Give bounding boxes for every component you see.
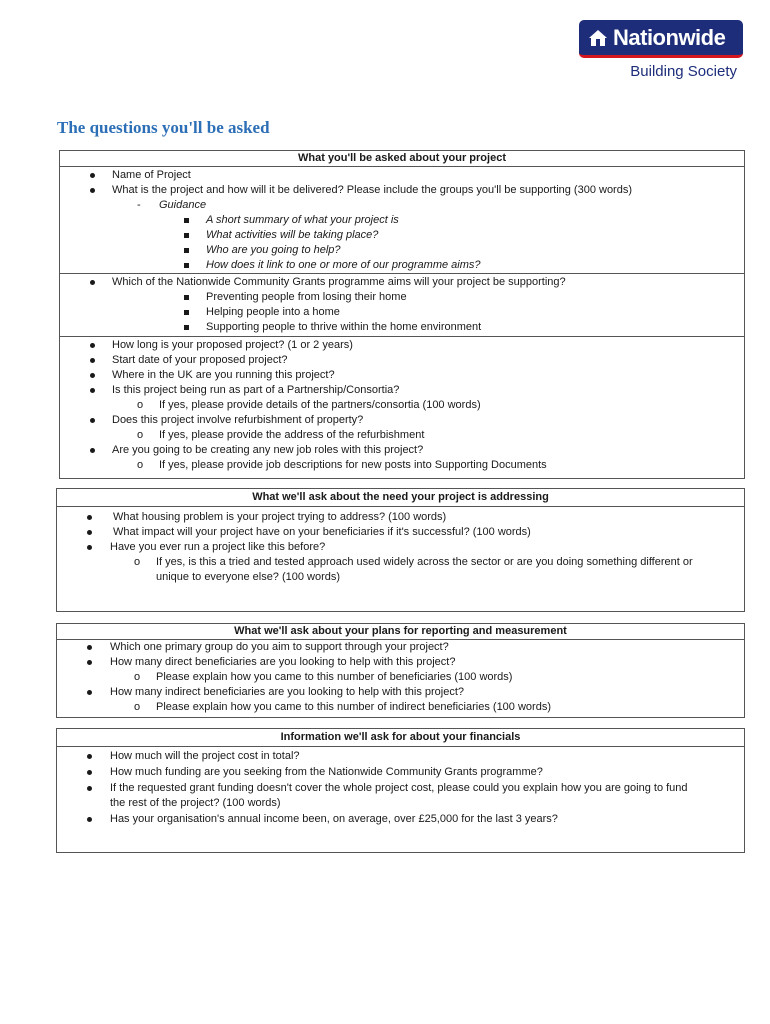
item-text: Where in the UK are you running this project? [112,369,335,381]
list-item [57,540,744,555]
bullet-icon [90,173,95,178]
list-item [60,228,744,243]
item-text: the rest of the project? (100 words) [110,797,281,809]
item-text: Helping people into a home [206,306,340,318]
list-item [57,655,744,670]
project-questions-box [59,150,745,479]
logo-badge [579,20,743,58]
list-item [60,290,744,305]
item-text: Have you ever run a project like this before? [110,541,326,553]
item-text: Which one primary group do you aim to support through your project? [110,641,449,653]
bullet-icon [90,448,95,453]
list-item [60,428,744,443]
circle-bullet-marker: o [134,671,141,683]
list-item [57,510,744,525]
bullet-icon [90,358,95,363]
financials-questions-heading: Information we'll ask for about your financials [57,729,744,747]
item-text: If yes, please provide job descriptions for new posts into Supporting Documents [159,459,547,471]
list-item [57,640,744,655]
bullet-icon [87,786,92,791]
item-text: unique to everyone else? (100 words) [156,571,341,583]
list-item [60,398,744,413]
bullet-icon [90,188,95,193]
item-text: Name of Project [112,169,191,181]
list-item [60,413,744,428]
bullet-icon [90,388,95,393]
bullet-icon [87,660,92,665]
item-text: Supporting people to thrive within the home environment [206,321,482,333]
item-text: Preventing people from losing their home [206,291,407,303]
list-item [60,338,744,353]
bullet-icon [90,280,95,285]
bullet-icon [87,754,92,759]
list-item [57,555,744,570]
reporting-questions-heading: What we'll ask about your plans for reporting and measurement [57,624,744,640]
item-text: If yes, please provide the address of the refurbishment [159,429,425,441]
bullet-icon [87,770,92,775]
bullet-icon [90,373,95,378]
circle-bullet-marker: o [134,556,141,568]
bullet-icon [87,690,92,695]
item-text: Please explain how you came to this number of indirect beneficiaries (100 words) [156,701,551,713]
circle-bullet-marker: o [134,701,141,713]
circle-bullet-marker: o [137,399,144,411]
page-title: The questions you'll be asked [57,118,270,137]
programme-aims-section [60,274,744,337]
list-item [60,368,744,383]
logo-subtitle: Building Society [630,63,737,80]
list-item [60,198,744,213]
square-bullet-icon [184,295,189,300]
item-text: A short summary of what your project is [206,214,399,226]
item-text: Is this project being run as part of a Partnership/Consortia? [112,384,400,396]
square-bullet-icon [184,248,189,253]
list-item [57,749,744,764]
circle-bullet-marker: o [137,459,144,471]
item-text: If yes, is this a tried and tested approach used widely across the sector or are you doing something different or [156,556,693,568]
item-text: How many direct beneficiaries are you looking to help with this project? [110,656,456,668]
item-text: What impact will your project have on your beneficiaries if it's successful? (100 words) [113,526,531,538]
list-item [57,670,744,685]
item-text: What housing problem is your project trying to address? (100 words) [113,511,447,523]
list-item [60,168,744,183]
dash-marker: - [137,199,141,211]
bullet-icon [87,645,92,650]
square-bullet-icon [184,233,189,238]
bullet-icon [87,817,92,822]
list-item [60,320,744,335]
list-item [57,765,744,780]
list-item [60,275,744,290]
item-text: Does this project involve refurbishment of property? [112,414,364,426]
item-text: Who are you going to help? [206,244,341,256]
list-item [60,458,744,473]
bullet-icon [90,343,95,348]
item-text: Has your organisation's annual income been, on average, over £25,000 for the last 3 years? [110,813,558,825]
bullet-icon [87,515,92,520]
list-item [60,258,744,273]
need-questions-box [56,488,745,612]
list-item [57,525,744,540]
item-text: Start date of your proposed project? [112,354,288,366]
item-text: How long is your proposed project? (1 or 2 years) [112,339,353,351]
square-bullet-icon [184,218,189,223]
circle-bullet-marker: o [137,429,144,441]
logo-name: Nationwide [613,24,726,50]
list-item [60,443,744,458]
financials-questions-box [56,728,745,853]
item-text: If yes, please provide details of the partners/consortia (100 words) [159,399,481,411]
item-text: How many indirect beneficiaries are you looking to help with this project? [110,686,465,698]
item-text: Are you going to be creating any new job roles with this project? [112,444,424,456]
list-item-continuation [57,570,744,585]
list-item [60,305,744,320]
bullet-icon [90,418,95,423]
need-questions-heading: What we'll ask about the need your project is addressing [57,489,744,507]
list-item [57,700,744,715]
item-text: What activities will be taking place? [206,229,379,241]
reporting-questions-box [56,623,745,718]
list-item [60,353,744,368]
item-text: How much funding are you seeking from the Nationwide Community Grants programme? [110,766,543,778]
guidance-label: Guidance [159,199,207,211]
list-item [60,183,744,198]
bullet-icon [87,545,92,550]
list-item-continuation [57,796,744,811]
project-details-section [60,337,744,483]
list-item [57,812,744,827]
square-bullet-icon [184,263,189,268]
item-text: How much will the project cost in total? [110,750,300,762]
item-text: Please explain how you came to this number of beneficiaries (100 words) [156,671,513,683]
list-item [60,383,744,398]
item-text: If the requested grant funding doesn't cover the whole project cost, please could you explain how you are going to fund [110,782,688,794]
list-item [57,781,744,796]
project-questions-heading: What you'll be asked about your project [60,151,744,167]
bullet-icon [87,530,92,535]
nationwide-logo [579,20,743,81]
project-basics-section [60,167,744,274]
list-item [60,213,744,228]
item-text: Which of the Nationwide Community Grants programme aims will your project be supporting? [112,276,566,288]
square-bullet-icon [184,310,189,315]
square-bullet-icon [184,325,189,330]
item-text: What is the project and how will it be delivered? Please include the groups you'll be supporting (300 words) [112,184,633,196]
item-text: How does it link to one or more of our programme aims? [206,259,481,271]
house-icon [587,27,609,49]
list-item [60,243,744,258]
list-item [57,685,744,700]
